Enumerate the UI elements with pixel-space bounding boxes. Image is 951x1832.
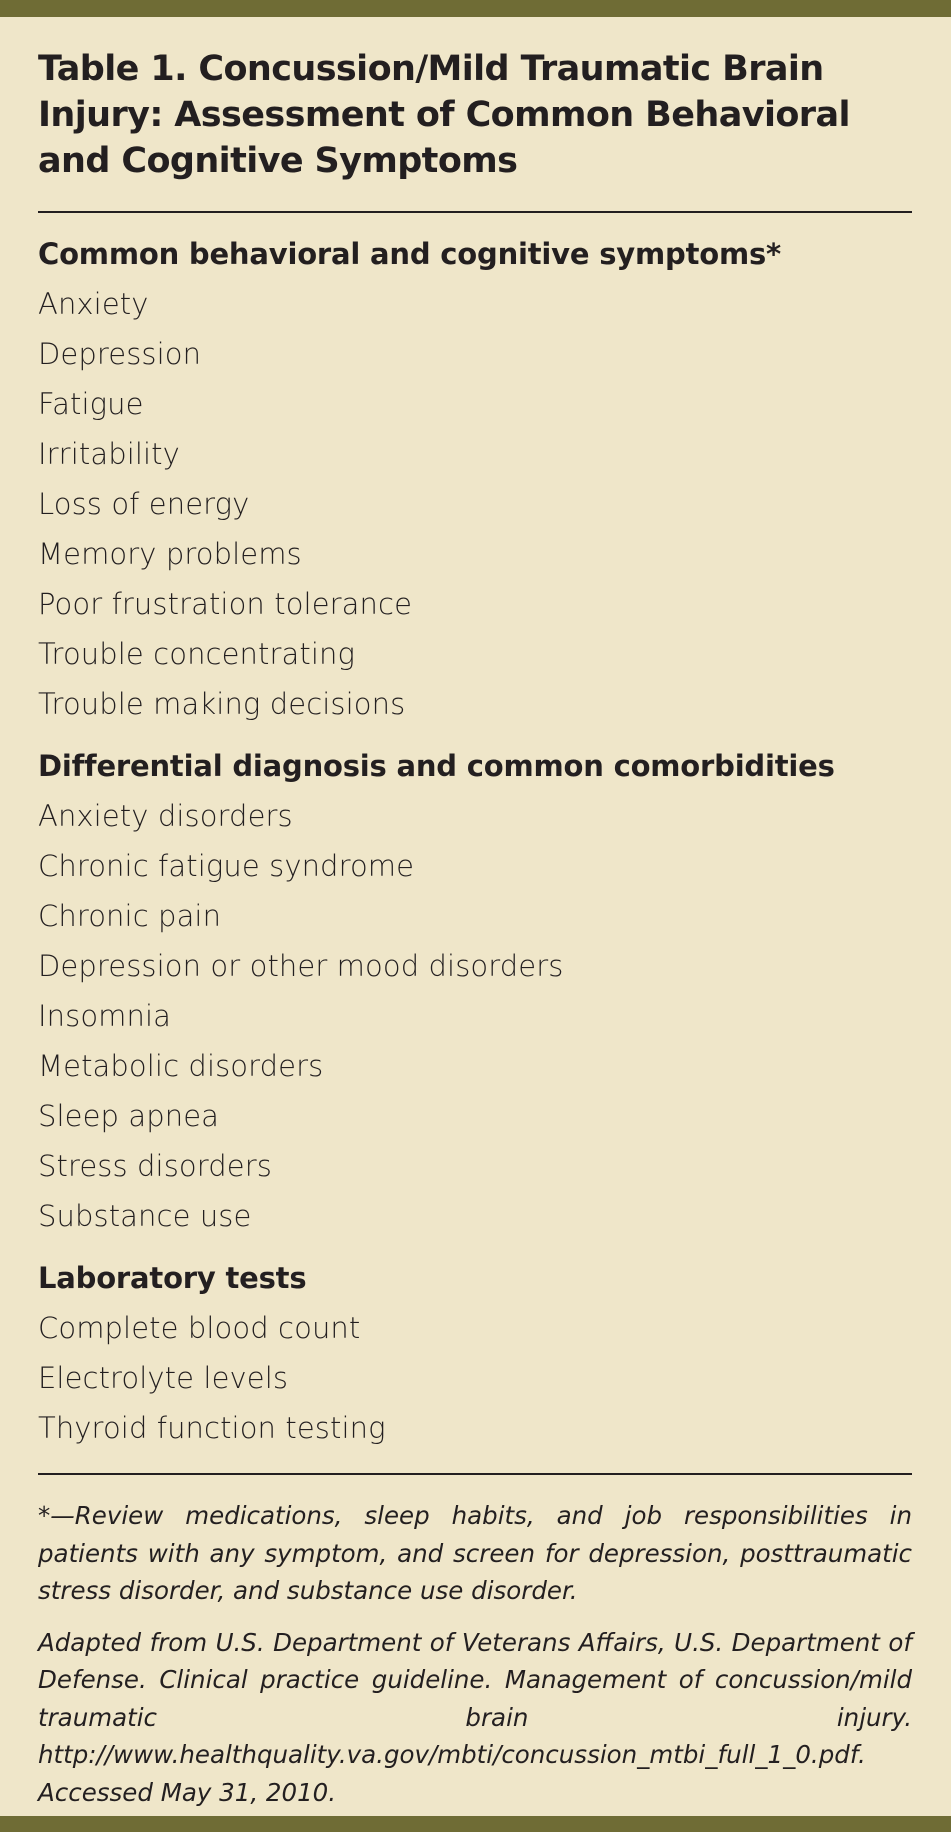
list-item: Thyroid function testing: [38, 1411, 386, 1445]
table-content: [38, 46, 912, 1811]
top-divider: [38, 211, 912, 213]
table-title: [38, 46, 912, 184]
list-item: Stress disorders: [38, 1149, 272, 1183]
list-item: Complete blood count: [38, 1311, 361, 1345]
top-accent-bar: [0, 0, 951, 17]
title-line: Injury: Assessment of Common Behavioral: [38, 95, 850, 135]
list-item: Anxiety: [38, 287, 149, 321]
section-heading: Differential diagnosis and common comorbidities: [38, 749, 835, 783]
list-item: Insomnia: [38, 999, 172, 1033]
list-item: Irritability: [38, 437, 180, 471]
section-differential-diagnosis: [38, 741, 912, 1241]
section-laboratory-tests: [38, 1253, 912, 1453]
list-item: Loss of energy: [38, 487, 250, 521]
list-item: Poor frustration tolerance: [38, 587, 413, 621]
list-item: Trouble concentrating: [38, 637, 355, 671]
list-item: Chronic pain: [38, 899, 222, 933]
source-citation: Adapted from U.S. Department of Veterans Affairs, U.S. Department of Defense. Clinical practice guideline. Management of concussion/mild traumatic brain injury. http://www.healthquality.va.gov/mbti/concussion_mtbi_full_1_0.pdf. Accessed May 31, 2010.: [38, 1627, 912, 1807]
list-item: Electrolyte levels: [38, 1361, 289, 1395]
bottom-divider: [38, 1473, 912, 1475]
list-item: Substance use: [38, 1199, 252, 1233]
list-item: Depression: [38, 337, 202, 371]
list-item: Fatigue: [38, 387, 144, 421]
list-item: Trouble making decisions: [38, 687, 406, 721]
bottom-accent-bar: [0, 1816, 951, 1832]
table-footnote: *—Review medications, sleep habits, and job responsibilities in patients with any symptom, and screen for depression, posttraumatic stress disorder, and substance use disorder.: [38, 1501, 912, 1605]
list-item: Memory problems: [38, 537, 302, 571]
section-symptoms: [38, 229, 912, 729]
section-heading: Common behavioral and cognitive symptoms*: [38, 237, 781, 271]
section-heading: Laboratory tests: [38, 1261, 307, 1295]
list-item: Chronic fatigue syndrome: [38, 849, 415, 883]
list-item: Metabolic disorders: [38, 1049, 324, 1083]
title-line: Table 1. Concussion/Mild Traumatic Brain: [38, 49, 824, 89]
title-line: and Cognitive Symptoms: [38, 141, 518, 181]
list-item: Sleep apnea: [38, 1099, 220, 1133]
list-item: Depression or other mood disorders: [38, 949, 564, 983]
list-item: Anxiety disorders: [38, 799, 293, 833]
